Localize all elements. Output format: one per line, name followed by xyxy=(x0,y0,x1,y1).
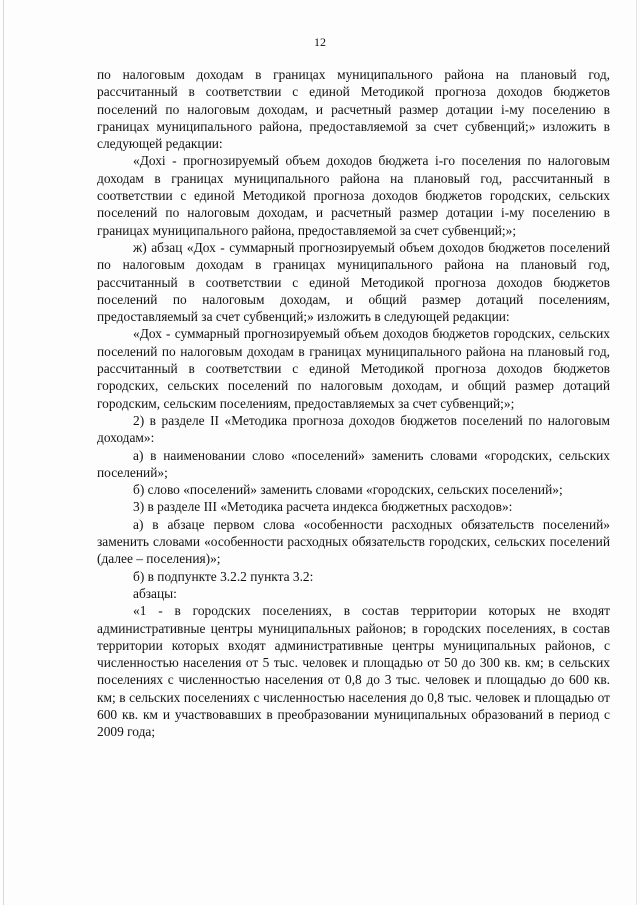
paragraph: «1 - в городских поселениях, в состав территории которых не входят административные центры муниципальных районов; в городских поселениях, в состав территории которых входят административные центры муниципальных районов, с численностью населения от 5 тыс. человек и площадью от 50 до 300 кв. км; в сельских поселениях с численностью населения от 0,8 до 3 тыс. человек и площадью до 600 кв. км; в сельских поселениях с численностью населения до 0,8 тыс. человек и площадью от 600 кв. км и участвовавших в преобразовании муниципальных образований в период с 2009 года; xyxy=(97,603,610,740)
document-body xyxy=(97,66,610,741)
paragraph: 3) в разделе III «Методика расчета индекса бюджетных расходов»: xyxy=(133,499,513,515)
paragraph: абзацы: xyxy=(133,585,177,601)
paragraph: б) слово «поселений» заменить словами «городских, сельских поселений»; xyxy=(133,482,563,498)
paragraph: 2) в разделе II «Методика прогноза доходов бюджетов поселений по налоговым доходам»: xyxy=(97,412,610,446)
scan-edge-left xyxy=(3,0,4,905)
paragraph: а) в абзаце первом слова «особенности расходных обязательств поселений» заменить словами «особенности расходных обязательств городских, сельских поселений (далее – поселения)»; xyxy=(97,516,610,567)
paragraph: б) в подпункте 3.2.2 пункта 3.2: xyxy=(133,568,314,584)
paragraph: а) в наименовании слово «поселений» заменить словами «городских, сельских поселений»; xyxy=(97,447,610,480)
paragraph: «Дохi - прогнозируемый объем доходов бюджета i-го поселения по налоговым доходам в границах муниципального района на плановый год, рассчитанный в соответствии с единой Методикой прогноза доходов бюджетов городских, сельских поселений по налоговым доходам, и расчетный размер дотации i-му поселению в границах муниципального района, предоставляемой за счет субвенций;»; xyxy=(97,153,610,238)
scan-edge-right xyxy=(636,0,637,905)
paragraph: ж) абзац «Дох - суммарный прогнозируемый объем доходов бюджетов поселений по налоговым доходам в границах муниципального района на плановый год, рассчитанный в соответствии с единой Методикой прогноза доходов бюджетов поселений по налоговым доходам, и общий размер дотаций поселениям, предоставляемый за счет субвенций;» изложить в следующей редакции: xyxy=(97,239,610,325)
paragraph: по налоговым доходам в границах муниципального района на плановый год, рассчитанный в соответствии с единой Методикой прогноза доходов бюджетов поселений по налоговым доходам, и расчетный размер дотации i-му поселению в границах муниципального района, предоставляемой за счет субвенций;» изложить в следующей редакции: xyxy=(97,67,610,152)
paragraph: «Дох - суммарный прогнозируемый объем доходов бюджетов городских, сельских поселений по налоговым доходам в границах муниципального района на плановый год, рассчитанный в соответствии с единой Методикой прогноза доходов бюджетов городских, сельских поселений по налоговым доходам, и общий размер дотаций городским, сельским поселениям, предоставляемых за счет субвенций;»; xyxy=(97,326,610,411)
page-number: 12 xyxy=(314,35,326,49)
